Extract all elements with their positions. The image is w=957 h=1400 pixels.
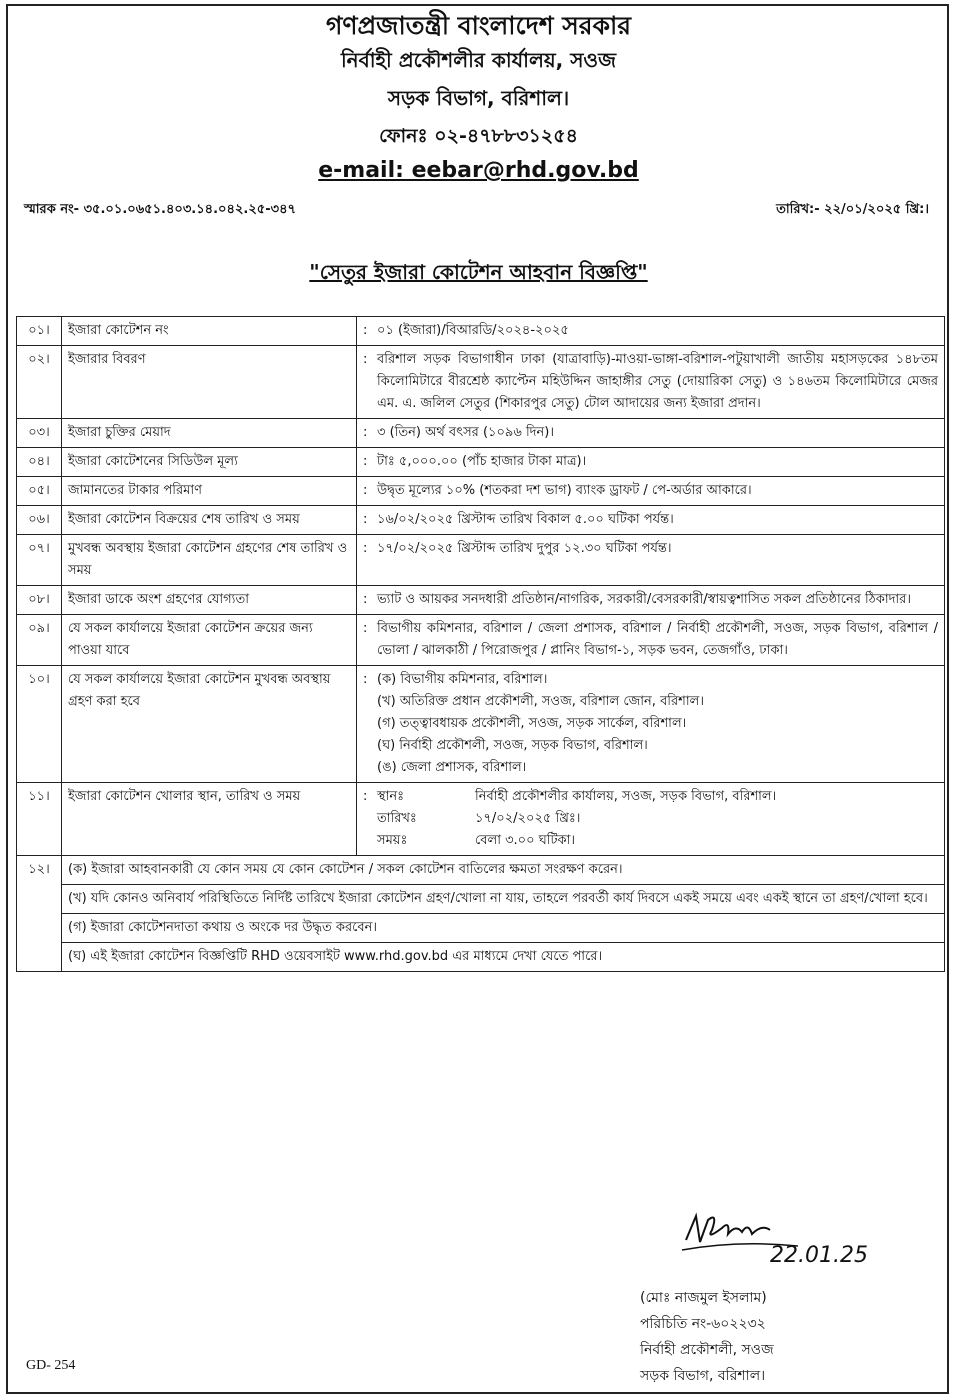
notice-table bbox=[16, 316, 945, 972]
table-row: ১০। যে সকল কার্যালয়ে ইজারা কোটেশন মুখবন্ধ অবস্থায় গ্রহণ করা হবে : (ক) বিভাগীয় কমিশনার, বরিশাল। (খ) অতিরিক্ত প্রধান প্রকৌশলী, সওজ, বরিশাল জোন, বরিশাল। (গ) তত্ত্বাবধায়ক প্রকৌশলী, সওজ, সড়ক সার্কেল, বরিশাল। (ঘ) নির্বাহী প্রকৌশলী, সওজ, সড়ক বিভাগ, বরিশাল। (ঙ) জেলা প্রশাসক, বরিশাল। bbox=[17, 666, 945, 783]
table-row: ০৭। মুখবন্ধ অবস্থায় ইজারা কোটেশন গ্রহণের শেষ তারিখ ও সময় : ১৭/০২/২০২৫ খ্রিস্টাব্দ তারিখ দুপুর ১২.৩০ ঘটিকা পর্যন্ত। bbox=[17, 535, 945, 586]
memo-date: তারিখ:- ২২/০১/২০২৫ খ্রি:। bbox=[776, 202, 929, 217]
table-row: ১২। (ক) ইজারা আহবানকারী যে কোন সময় যে কোন কোটেশন / সকল কোটেশন বাতিলের ক্ষমতা সংরক্ষণ করেন। bbox=[17, 856, 945, 885]
government-heading: গণপ্রজাতন্ত্রী বাংলাদেশ সরকার bbox=[326, 11, 631, 40]
signature-scribble bbox=[678, 1210, 868, 1270]
list-item: (গ) তত্ত্বাবধায়ক প্রকৌশলী, সওজ, সড়ক সার্কেল, বরিশাল। bbox=[377, 716, 687, 731]
table-row: ১১। ইজারা কোটেশন খোলার স্থান, তারিখ ও সময় : স্থানঃ নির্বাহী প্রকৌশলীর কার্যালয়, সওজ, সড়ক বিভাগ, বরিশাল। তারিখঃ ১৭/০২/২০২৫ খ্রিঃ। সময়ঃ বেলা ৩.০০ ঘটিকা। bbox=[17, 783, 945, 856]
document-code: GD- 254 bbox=[26, 1358, 76, 1373]
table-row: ০১। ইজারা কোটেশন নং : ০১ (ইজারা)/বিআরডি/২০২৪-২০২৫ bbox=[17, 317, 945, 346]
table-row: ০২। ইজারার বিবরণ : বরিশাল সড়ক বিভাগাধীন ঢাকা (যাত্রাবাড়ি)-মাওয়া-ভাঙ্গা-বরিশাল-পটুয়াখালী জাতীয় মহাসড়কের ১৪৮তম কিলোমিটারে বীরশ্রেষ্ঠ ক্যাপ্টেন মহিউদ্দিন জাহাঙ্গীর সেতু (দোয়ারিকা সেতু) ও ১৪৬তম কিলোমিটারে মেজর এম. এ. জলিল সেতুর (শিকারপুর সেতু) টোল আদায়ের জন্য ইজারা প্রদান। bbox=[17, 346, 945, 419]
table-row: ০৩। ইজারা চুক্তির মেয়াদ : ৩ (তিন) অর্থ বৎসর (১০৯৬ দিন)। bbox=[17, 419, 945, 448]
note-item: (খ) যদি কোনও অনিবার্য পরিস্থিতিতে নির্দিষ্ট তারিখে ইজারা কোটেশন গ্রহণ/খোলা না যায়, তাহলে পরবর্তী কার্য দিবসে একই সময়ে এবং একই স্থানে তা গ্রহণ/খোলা হবে। bbox=[62, 885, 945, 914]
table-row bbox=[17, 943, 945, 972]
memo-reference: স্মারক নং- ৩৫.০১.০৬৫১.৪০৩.১৪.০৪২.২৫-৩৪৭ bbox=[24, 202, 296, 217]
list-item: (ক) বিভাগীয় কমিশনার, বরিশাল। bbox=[377, 672, 548, 687]
table-row bbox=[17, 914, 945, 943]
division-name: সড়ক বিভাগ, বরিশাল। bbox=[387, 86, 570, 110]
table-row: ০৬। ইজারা কোটেশন বিক্রয়ের শেষ তারিখ ও সময় : ১৬/০২/২০২৫ খ্রিস্টাব্দ তারিখ বিকাল ৫.০০ ঘটিকা পর্যন্ত। bbox=[17, 506, 945, 535]
email-line bbox=[0, 158, 957, 183]
note-item: (ক) ইজারা আহবানকারী যে কোন সময় যে কোন কোটেশন / সকল কোটেশন বাতিলের ক্ষমতা সংরক্ষণ করেন। bbox=[62, 856, 945, 885]
notice-title: "সেতুর ইজারা কোটেশন আহবান বিজ্ঞপ্তি" bbox=[309, 260, 648, 284]
signatory-office: সড়ক বিভাগ, বরিশাল। bbox=[640, 1368, 766, 1384]
list-item: (ঙ) জেলা প্রশাসক, বরিশাল। bbox=[377, 760, 527, 775]
table-row bbox=[17, 885, 945, 914]
office-name: নির্বাহী প্রকৌশলীর কার্যালয়, সওজ bbox=[340, 48, 617, 72]
email-link[interactable]: e-mail: eebar@rhd.gov.bd bbox=[318, 158, 639, 183]
table-row: ০৯। যে সকল কার্যালয়ে ইজারা কোটেশন ক্রয়ের জন্য পাওয়া যাবে : বিভাগীয় কমিশনার, বরিশাল / জেলা প্রশাসক, বরিশাল / নির্বাহী প্রকৌশলী, সওজ, সড়ক বিভাগ, বরিশাল / ভোলা / ঝালকাঠী / পিরোজপুর / প্লানিং বিভাগ-১, সড়ক ভবন, তেজগাঁও, ঢাকা। bbox=[17, 615, 945, 666]
signature-date: 22.01.25 bbox=[770, 1243, 868, 1268]
signatory-designation: নির্বাহী প্রকৌশলী, সওজ bbox=[640, 1342, 774, 1358]
note-item: (গ) ইজারা কোটেশনদাতা কথায় ও অংকে দর উদ্ধৃত করবেন। bbox=[62, 914, 945, 943]
list-item: (ঘ) নির্বাহী প্রকৌশলী, সওজ, সড়ক বিভাগ, বরিশাল। bbox=[377, 738, 648, 753]
table-row: ০৮। ইজারা ডাকে অংশ গ্রহণের যোগ্যতা : ভ্যাট ও আয়কর সনদধারী প্রতিষ্ঠান/নাগরিক, সরকারী/বেসরকারী/স্বায়ত্বশাসিত সকল প্রতিষ্ঠানের ঠিকাদার। bbox=[17, 586, 945, 615]
list-item: (খ) অতিরিক্ত প্রধান প্রকৌশলী, সওজ, বরিশাল জোন, বরিশাল। bbox=[377, 694, 704, 709]
phone-number: ফোনঃ ০২-৪৭৮৮৩১২৫৪ bbox=[379, 125, 578, 147]
table-row: ০৪। ইজারা কোটেশনের সিডিউল মূল্য : টাঃ ৫,০০০.০০ (পাঁচ হাজার টাকা মাত্র)। bbox=[17, 448, 945, 477]
signatory-id: পরিচিতি নং-৬০২২৩২ bbox=[640, 1316, 766, 1332]
signatory-name: (মোঃ নাজমুল ইসলাম) bbox=[640, 1290, 767, 1306]
note-item: (ঘ) এই ইজারা কোটেশন বিজ্ঞপ্তিটি RHD ওয়েবসাইট www.rhd.gov.bd এর মাধ্যমে দেখা যেতে পারে। bbox=[62, 943, 945, 972]
table-row: ০৫। জামানতের টাকার পরিমাণ : উদ্বৃত মূল্যের ১০% (শতকরা দশ ভাগ) ব্যাংক ড্রাফট / পে-অর্ডার আকারে। bbox=[17, 477, 945, 506]
